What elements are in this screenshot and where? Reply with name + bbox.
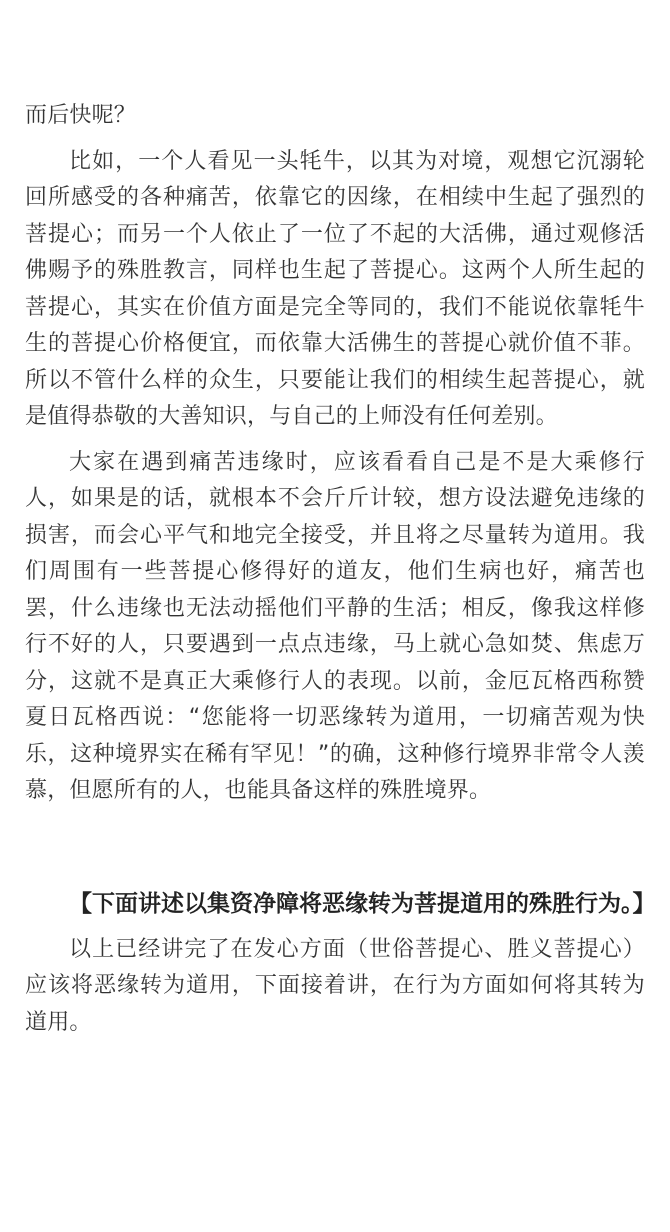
article-body [25,98,656,1041]
paragraph-closing: 以上已经讲完了在发心方面（世俗菩提心、胜义菩提心）应该将恶缘转为道用，下面接着讲，在行为方面如何将其转为道用。 [25,936,645,1035]
paragraph-adversity: 大家在遇到痛苦违缘时，应该看看自己是不是大乘修行人，如果是的话，就根本不会斤斤计较，想方设法避免违缘的损害，而会心平气和地完全接受，并且将之尽量转为道用。我们周围有一些菩提心修得好的道友，他们生病也好，痛苦也罢，什么违缘也无法动摇他们平静的生活；相反，像我这样修行不好的人，只要遇到一点点违缘，马上就心急如焚、焦虑万分，这就不是真正大乘修行人的表现。以前，金厄瓦格西称赞夏日瓦格西说：“您能将一切恶缘转为道用，一切痛苦观为快乐，这种境界实在稀有罕见！”的确，这种修行境界非常令人羡慕，但愿所有的人，也能具备这样的殊胜境界。 [25,449,645,803]
paragraph-yak-example: 比如，一个人看见一头牦牛，以其为对境，观想它沉溺轮回所感受的各种痛苦，依靠它的因缘，在相续中生起了强烈的菩提心；而另一个人依止了一位了不起的大活佛，通过观修活佛赐予的殊胜教言，同样也生起了菩提心。这两个人所生起的菩提心，其实在价值方面是完全等同的，我们不能说依靠牦牛生的菩提心价格便宜，而依靠大活佛生的菩提心就价值不菲。所以不管什么样的众生，只要能让我们的相续生起菩提心，就是值得恭敬的大善知识，与自己的上师没有任何差别。 [25,148,645,429]
paragraph-continuation: 而后快呢？ [25,103,137,128]
section-heading: 【下面讲述以集资净障将恶缘转为菩提道用的殊胜行为。】 [69,890,656,917]
